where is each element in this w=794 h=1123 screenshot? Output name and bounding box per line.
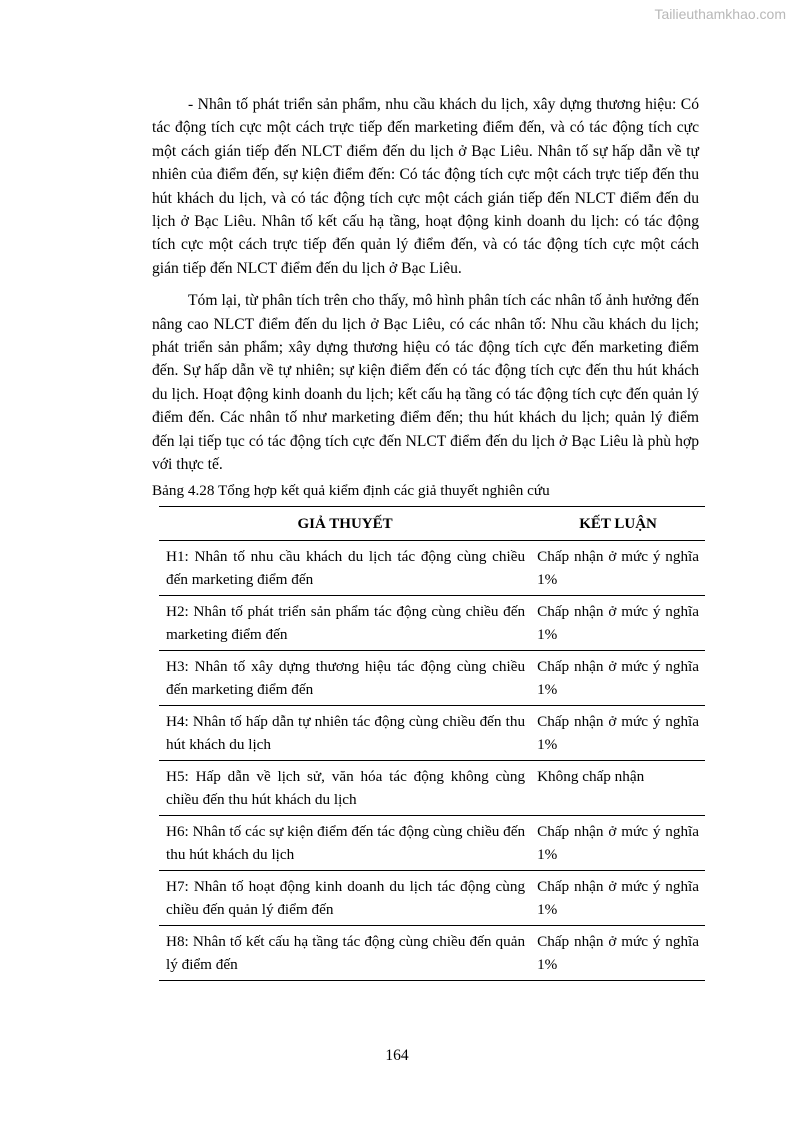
table-row [159,870,705,925]
header-hypothesis: GIẢ THUYẾT [159,506,531,540]
table-caption: Bảng 4.28 Tổng hợp kết quả kiểm định các giả thuyết nghiên cứu [152,481,550,499]
page-number: 164 [385,1047,409,1064]
header-conclusion: KẾT LUẬN [531,506,705,540]
hypothesis-cell: H7: Nhân tố hoạt động kinh doanh du lịch tác động cùng chiều đến quản lý điểm đến [159,870,531,925]
conclusion-cell: Chấp nhận ở mức ý nghĩa 1% [531,595,705,650]
table-row [159,815,705,870]
hypothesis-cell: H5: Hấp dẫn về lịch sử, văn hóa tác động không cùng chiều đến thu hút khách du lịch [159,760,531,815]
paragraph-summary: Tóm lại, từ phân tích trên cho thấy, mô hình phân tích các nhân tố ảnh hưởng đến nâng cao NLCT điểm đến du lịch ở Bạc Liêu, có các nhân tố: Nhu cầu khách du lịch; phát triển sản phẩm; xây dựng thương hiệu có tác động tích cực đến marketing điểm đến. Sự hấp dẫn về tự nhiên; sự kiện điểm đến có tác động tích cực đến thu hút khách du lịch. Hoạt động kinh doanh du lịch; kết cấu hạ tầng có tác động tích cực đến quản lý điểm đến. Các nhân tố như marketing điểm đến; thu hút khách du lịch; quản lý điểm đến lại tiếp tục có tác động tích cực đến NLCT điểm đến du lịch ở Bạc Liêu là phù hợp với thực tế. [152,292,699,474]
conclusion-cell: Không chấp nhận [531,760,705,815]
conclusion-cell: Chấp nhận ở mức ý nghĩa 1% [531,815,705,870]
table-row [159,925,705,980]
page-body [152,93,699,981]
conclusion-cell: Chấp nhận ở mức ý nghĩa 1% [531,540,705,595]
conclusion-cell: Chấp nhận ở mức ý nghĩa 1% [531,870,705,925]
table-row [159,540,705,595]
table-row [159,595,705,650]
hypothesis-cell: H2: Nhân tố phát triển sản phẩm tác động cùng chiều đến marketing điểm đến [159,595,531,650]
watermark: Tailieuthamkhao.com [654,6,786,22]
conclusion-cell: Chấp nhận ở mức ý nghĩa 1% [531,650,705,705]
paragraph-factors: - Nhân tố phát triển sản phẩm, nhu cầu khách du lịch, xây dựng thương hiệu: Có tác động tích cực một cách trực tiếp đến marketing điểm đến, và có tác động tích cực một cách gián tiếp đến NLCT điểm đến du lịch ở Bạc Liêu. Nhân tố sự hấp dẫn về tự nhiên của điểm đến, sự kiện điểm đến: Có tác động tích cực một cách trực tiếp đến thu hút khách du lịch, và có tác động tích cực một cách gián tiếp đến NLCT điểm đến du lịch ở Bạc Liêu. Nhân tố kết cấu hạ tầng, hoạt động kinh doanh du lịch: có tác động tích cực một cách trực tiếp đến quản lý điểm đến, và có tác động tích cực một cách gián tiếp đến NLCT điểm đến du lịch ở Bạc Liêu. [152,96,699,277]
conclusion-cell: Chấp nhận ở mức ý nghĩa 1% [531,705,705,760]
table-row [159,650,705,705]
hypothesis-cell: H8: Nhân tố kết cấu hạ tầng tác động cùng chiều đến quản lý điểm đến [159,925,531,980]
table-row [159,705,705,760]
table-row [159,760,705,815]
hypothesis-results-table [159,506,705,981]
hypothesis-cell: H3: Nhân tố xây dựng thương hiệu tác động cùng chiều đến marketing điểm đến [159,650,531,705]
hypothesis-cell: H1: Nhân tố nhu cầu khách du lịch tác động cùng chiều đến marketing điểm đến [159,540,531,595]
conclusion-cell: Chấp nhận ở mức ý nghĩa 1% [531,925,705,980]
table-header-row [159,506,705,540]
hypothesis-cell: H4: Nhân tố hấp dẫn tự nhiên tác động cùng chiều đến thu hút khách du lịch [159,705,531,760]
hypothesis-cell: H6: Nhân tố các sự kiện điểm đến tác động cùng chiều đến thu hút khách du lịch [159,815,531,870]
